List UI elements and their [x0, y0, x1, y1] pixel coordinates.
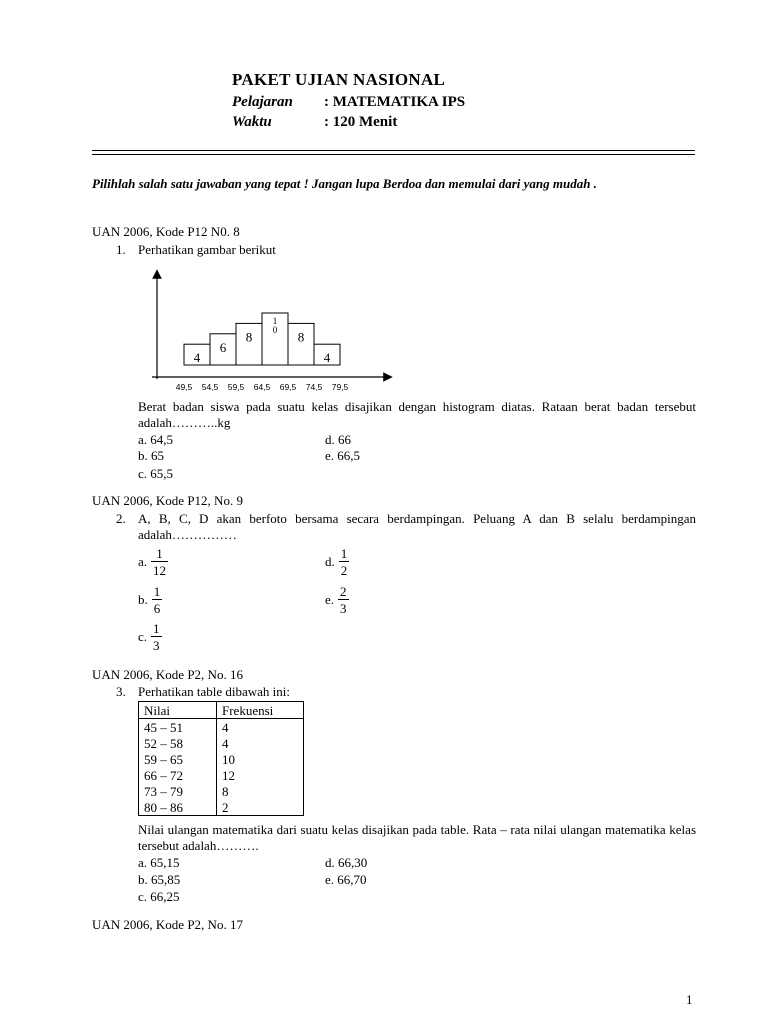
q3-prompt: Perhatikan table dibawah ini: — [138, 684, 290, 699]
q1-text: Berat badan siswa pada suatu kelas disajikan dengan histogram diatas. Rataan berat badan tersebut adalah………..kg — [138, 399, 696, 430]
table-cell-frekuensi: 4 — [217, 719, 304, 736]
q2-option-e-label: e. — [325, 592, 335, 607]
q2-option-a-fraction — [151, 546, 168, 578]
instruction: Pilihlah salah satu jawaban yang tepat ! Jangan lupa Berdoa dan memulai dari yang mudah . — [92, 176, 597, 191]
x-tick-label: 64,5 — [253, 382, 271, 392]
histogram-chart — [140, 268, 400, 398]
denominator: 12 — [153, 563, 167, 578]
q1-number: 1. — [116, 242, 126, 257]
q2-option-b[interactable] — [138, 581, 162, 619]
table-cell-nilai: 80 – 86 — [139, 799, 217, 816]
q2-option-c-fraction — [151, 621, 162, 653]
subject-row — [232, 94, 465, 111]
table-row — [139, 751, 304, 767]
q3-number: 3. — [116, 684, 126, 699]
x-tick-label: 49,5 — [175, 382, 193, 392]
table-row — [139, 735, 304, 751]
page-number: 1 — [686, 992, 693, 1007]
table-header-row — [139, 702, 304, 719]
q2-option-e-fraction — [338, 584, 349, 616]
table-cell-nilai: 66 – 72 — [139, 767, 217, 783]
q2-text: A, B, C, D akan berfoto bersama secara berdampingan. Peluang A dan B selalu berdampingan adalah…………… — [138, 511, 696, 542]
table-cell-frekuensi: 4 — [217, 735, 304, 751]
table-row — [139, 783, 304, 799]
q2-option-e[interactable] — [325, 581, 349, 619]
q2-option-d-fraction — [339, 546, 350, 578]
q2-option-c-label: c. — [138, 629, 148, 644]
table-cell-nilai: 45 – 51 — [139, 719, 217, 736]
q2-option-c[interactable] — [138, 618, 162, 656]
table-cell-nilai: 73 – 79 — [139, 783, 217, 799]
numerator: 2 — [340, 584, 347, 599]
q3-option-d[interactable]: d. 66,30 — [325, 855, 368, 870]
x-tick-label: 54,5 — [201, 382, 219, 392]
table-cell-frekuensi: 2 — [217, 799, 304, 816]
q2-option-a[interactable] — [138, 543, 168, 581]
time-value: : 120 Menit — [324, 114, 398, 130]
x-tick-label: 79,5 — [331, 382, 349, 392]
q2-source: UAN 2006, Kode P12, No. 9 — [92, 493, 243, 508]
table-header-nilai: Nilai — [139, 702, 217, 719]
q1-option-b[interactable]: b. 65 — [138, 448, 164, 463]
denominator: 3 — [153, 638, 160, 653]
bar-label: 1 0 — [272, 316, 278, 335]
q3-option-b[interactable]: b. 65,85 — [138, 872, 181, 887]
q3-option-a[interactable]: a. 65,15 — [138, 855, 180, 870]
q1-option-d[interactable]: d. 66 — [325, 432, 351, 447]
x-tick-label: 59,5 — [227, 382, 245, 392]
header-divider-top — [92, 150, 695, 151]
header-divider-bottom — [92, 154, 695, 155]
q2-number: 2. — [116, 511, 126, 526]
q2-option-d[interactable] — [325, 543, 349, 581]
denominator: 3 — [340, 601, 347, 616]
q1-option-a[interactable]: a. 64,5 — [138, 432, 174, 447]
denominator: 2 — [340, 563, 348, 578]
q2-option-d-label: d. — [325, 554, 335, 569]
bar-label: 4 — [193, 350, 201, 366]
q2-option-b-label: b. — [138, 592, 148, 607]
q3-option-c[interactable]: c. 66,25 — [138, 889, 180, 904]
q3-source: UAN 2006, Kode P2, No. 16 — [92, 667, 243, 682]
bar-label: 6 — [219, 339, 227, 355]
time-label: Waktu — [232, 114, 272, 130]
table-row — [139, 767, 304, 783]
denominator: 6 — [153, 601, 161, 616]
numerator: 1 — [153, 621, 160, 636]
table-cell-frekuensi: 8 — [217, 783, 304, 799]
numerator: 1 — [153, 584, 161, 599]
numerator: 1 — [156, 546, 163, 561]
q2-option-b-fraction — [152, 584, 163, 616]
frequency-table — [138, 701, 304, 816]
table-cell-frekuensi: 12 — [217, 767, 304, 783]
numerator: 1 — [340, 546, 348, 561]
table-header-frekuensi: Frekuensi — [217, 702, 304, 719]
q1-option-c[interactable]: c. 65,5 — [138, 466, 174, 481]
q3-text: Nilai ulangan matematika dari suatu kelas disajikan pada table. Rata – rata nilai ulangan matematika kelas tersebut adalah………. — [138, 822, 696, 853]
bar-label: 8 — [245, 329, 253, 345]
x-tick-label: 69,5 — [279, 382, 297, 392]
table-row — [139, 719, 304, 736]
q1-option-e[interactable]: e. 66,5 — [325, 448, 361, 463]
table-cell-nilai: 59 – 65 — [139, 751, 217, 767]
subject-value: : MATEMATIKA IPS — [324, 94, 466, 110]
x-tick-label: 74,5 — [305, 382, 323, 392]
table-cell-nilai: 52 – 58 — [139, 735, 217, 751]
table-row — [139, 799, 304, 816]
q1-source: UAN 2006, Kode P12 N0. 8 — [92, 224, 240, 239]
time-row — [232, 114, 397, 131]
exam-title: PAKET UJIAN NASIONAL — [232, 70, 446, 89]
q3-option-e[interactable]: e. 66,70 — [325, 872, 367, 887]
table-cell-frekuensi: 10 — [217, 751, 304, 767]
q2-option-a-label: a. — [138, 554, 148, 569]
q4-source: UAN 2006, Kode P2, No. 17 — [92, 917, 243, 932]
subject-label: Pelajaran — [232, 94, 293, 110]
bar-label: 8 — [297, 329, 305, 345]
q1-prompt: Perhatikan gambar berikut — [138, 242, 276, 257]
bar-label: 4 — [323, 350, 331, 366]
